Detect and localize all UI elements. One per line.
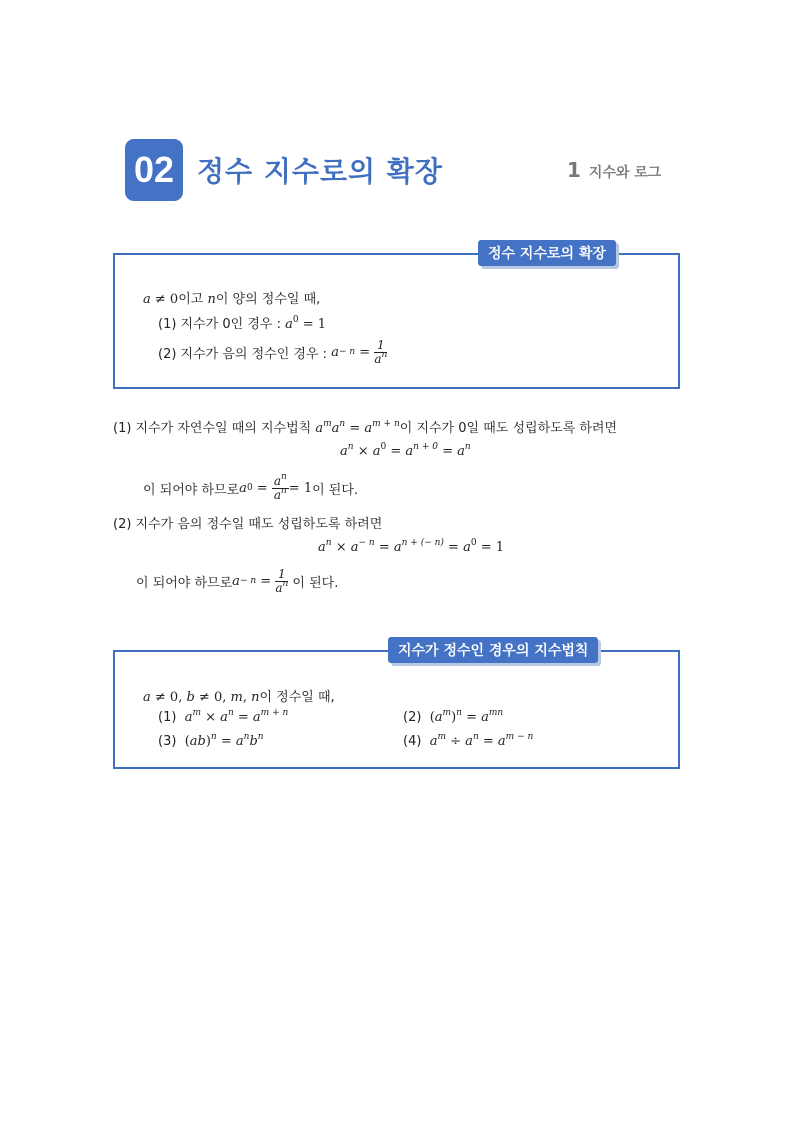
definition-item-1: (1) 지수가 0인 경우 : $a^0 = 1$ — [158, 315, 327, 332]
chapter-label — [567, 158, 661, 182]
explanation-1-text: (1) 지수가 자연수일 때의 지수법칙 $a^ma^n = a^{m + n}$이 지수가 0일 때도 성립하도록 하려면 — [113, 419, 618, 436]
exponent-law-4: (4) $a^m \div a^n = a^{m - n}$ — [403, 732, 534, 749]
explanation-2-equation: $a^n \times a^{- n} = a^{n + (- n)} = a^0 = 1$ — [318, 538, 505, 555]
exponent-law-3: (3) $(ab)^n = a^nb^n$ — [158, 732, 264, 749]
explanation-2-result: 이 되어야 하므로 a − n = $\frac{1}{a^n}$ 이 된다. — [136, 566, 339, 595]
definition-intro: a ≠ 0이고 n이 양의 정수일 때, — [143, 292, 321, 307]
definition-item-2: (2) 지수가 음의 정수인 경우 : a − n = $\frac{1}{a^n}$ — [158, 337, 388, 366]
exponent-laws-box-tab: 지수가 정수인 경우의 지수법칙 — [388, 637, 598, 663]
chapter-title: 지수와 로그 — [588, 165, 662, 181]
section-title: 정수 지수로의 확장 — [197, 155, 443, 188]
definition-box-tab: 정수 지수로의 확장 — [478, 240, 616, 266]
exponent-law-2: (2) $(a^m)^n = a^{mn}$ — [403, 708, 504, 725]
exponent-laws-intro: a ≠ 0, b ≠ 0, m, n이 정수일 때, — [143, 690, 335, 705]
chapter-number: 1 — [567, 158, 581, 182]
exponent-law-1: (1) $a^m \times a^n = a^{m + n}$ — [158, 708, 289, 725]
explanation-1-equation: $a^n \times a^0 = a^{n + 0} = a^n$ — [340, 442, 471, 459]
section-number-badge: 02 — [125, 139, 183, 201]
explanation-2-text: (2) 지수가 음의 정수일 때도 성립하도록 하려면 — [113, 517, 383, 532]
explanation-1-result: 이 되어야 하므로 a 0 = $\frac{a^n}{a^n}$ = 1 이 된다. — [143, 471, 359, 502]
